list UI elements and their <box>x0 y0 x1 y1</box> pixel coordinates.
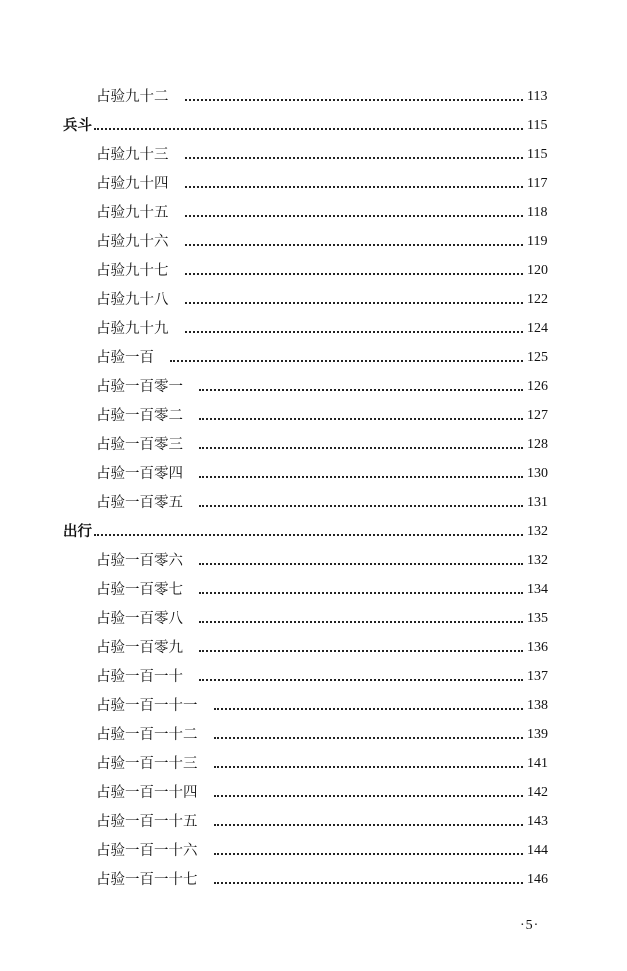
toc-entry-row[interactable] <box>0 549 627 573</box>
toc-entry-title: 占验一百零一 <box>96 379 183 395</box>
toc-entry-row[interactable] <box>0 288 627 312</box>
toc-page-number: 119 <box>527 234 548 249</box>
toc-page-number: 115 <box>527 147 548 162</box>
leader-dots <box>199 650 523 652</box>
toc-entry-row[interactable] <box>0 172 627 196</box>
leader-dots <box>185 99 523 101</box>
toc-entry-row[interactable] <box>0 259 627 283</box>
toc-entry-title: 占验九十六 <box>96 234 169 250</box>
leader-dots <box>214 795 523 797</box>
toc-entry-title: 占验一百一十 <box>96 669 183 685</box>
toc-entry-title: 占验一百 <box>96 350 154 366</box>
toc-page-number: 130 <box>527 466 548 481</box>
toc-page-number: 139 <box>527 727 548 742</box>
toc-page-number: 113 <box>527 89 548 104</box>
leader-dots <box>199 447 523 449</box>
toc-page-number: 142 <box>527 785 548 800</box>
toc-entry-title: 占验九十九 <box>96 321 169 337</box>
leader-dots <box>214 824 523 826</box>
toc-entry-title: 占验一百一十五 <box>96 814 198 830</box>
toc-entry-title: 占验一百零三 <box>96 437 183 453</box>
toc-page-number: 137 <box>527 669 548 684</box>
toc-page-number: 132 <box>527 524 548 539</box>
leader-dots <box>199 389 523 391</box>
leader-dots <box>170 360 523 362</box>
leader-dots <box>94 128 523 130</box>
leader-dots <box>199 563 523 565</box>
leader-dots <box>185 244 523 246</box>
leader-dots <box>199 418 523 420</box>
toc-entry-title: 占验一百零九 <box>96 640 183 656</box>
toc-entry-title: 占验一百零七 <box>96 582 183 598</box>
toc-page-number: 132 <box>527 553 548 568</box>
toc-entry-row[interactable] <box>0 404 627 428</box>
toc-entry-row[interactable] <box>0 317 627 341</box>
toc-section-title: 出行 <box>63 523 92 540</box>
toc-entry-title: 占验九十三 <box>96 147 169 163</box>
toc-page-number: 122 <box>527 292 548 307</box>
leader-dots <box>185 157 523 159</box>
toc-entry-row[interactable] <box>0 752 627 776</box>
toc-entry-row[interactable] <box>0 143 627 167</box>
toc-page-number: 131 <box>527 495 548 510</box>
toc-entry-title: 占验一百一十四 <box>96 785 198 801</box>
toc-entry-row[interactable] <box>0 839 627 863</box>
toc-entry-title: 占验一百一十三 <box>96 756 198 772</box>
toc-entry-row[interactable] <box>0 665 627 689</box>
leader-dots <box>199 505 523 507</box>
toc-entry-row[interactable] <box>0 462 627 486</box>
toc-entry-row[interactable] <box>0 723 627 747</box>
toc-page-number: 117 <box>527 176 548 191</box>
toc-page-number: 138 <box>527 698 548 713</box>
toc-page-number: 143 <box>527 814 548 829</box>
toc-page-number: 120 <box>527 263 548 278</box>
toc-entry-title: 占验九十五 <box>96 205 169 221</box>
leader-dots <box>199 679 523 681</box>
leader-dots <box>199 476 523 478</box>
toc-entry-row[interactable] <box>0 781 627 805</box>
leader-dots <box>185 186 523 188</box>
toc-entry-title: 占验一百零二 <box>96 408 183 424</box>
toc-entry-title: 占验一百一十六 <box>96 843 198 859</box>
toc-section-row[interactable] <box>0 114 627 138</box>
toc-section-title: 兵斗 <box>63 117 92 134</box>
toc-entry-row[interactable] <box>0 607 627 631</box>
toc-page-number: 136 <box>527 640 548 655</box>
leader-dots <box>185 302 523 304</box>
page-number: ·5· <box>520 918 540 933</box>
toc-entry-row[interactable] <box>0 868 627 892</box>
toc-entry-title: 占验一百一十七 <box>96 872 198 888</box>
toc-entry-title: 占验一百零五 <box>96 495 183 511</box>
leader-dots <box>185 331 523 333</box>
toc-entry-row[interactable] <box>0 578 627 602</box>
leader-dots <box>185 273 523 275</box>
leader-dots <box>214 737 523 739</box>
toc-entry-title: 占验九十二 <box>96 89 169 105</box>
leader-dots <box>214 853 523 855</box>
toc-page-number: 144 <box>527 843 548 858</box>
toc-entry-row[interactable] <box>0 636 627 660</box>
toc-entry-row[interactable] <box>0 346 627 370</box>
toc-entry-row[interactable] <box>0 810 627 834</box>
toc-entry-title: 占验一百一十一 <box>96 698 198 714</box>
toc-entry-title: 占验一百零四 <box>96 466 183 482</box>
toc-section-row[interactable] <box>0 520 627 544</box>
toc-entry-row[interactable] <box>0 491 627 515</box>
toc-entry-row[interactable] <box>0 375 627 399</box>
toc-page-number: 125 <box>527 350 548 365</box>
toc-page-number: 126 <box>527 379 548 394</box>
toc-page-number: 127 <box>527 408 548 423</box>
toc-entry-row[interactable] <box>0 230 627 254</box>
toc-entry-title: 占验一百零六 <box>96 553 183 569</box>
leader-dots <box>199 621 523 623</box>
toc-entry-row[interactable] <box>0 694 627 718</box>
toc-entry-title: 占验一百一十二 <box>96 727 198 743</box>
toc-entry-row[interactable] <box>0 433 627 457</box>
toc-entry-title: 占验一百零八 <box>96 611 183 627</box>
leader-dots <box>94 534 523 536</box>
toc-page-number: 135 <box>527 611 548 626</box>
toc-entry-title: 占验九十八 <box>96 292 169 308</box>
toc-entry-title: 占验九十四 <box>96 176 169 192</box>
toc-page-number: 141 <box>527 756 548 771</box>
toc-page-number: 134 <box>527 582 548 597</box>
toc-page-number: 118 <box>527 205 548 220</box>
toc-entry-row[interactable] <box>0 85 627 109</box>
toc-page-number: 128 <box>527 437 548 452</box>
toc-entry-title: 占验九十七 <box>96 263 169 279</box>
toc-page-number: 115 <box>527 118 548 133</box>
leader-dots <box>214 708 523 710</box>
leader-dots <box>185 215 523 217</box>
leader-dots <box>214 766 523 768</box>
leader-dots <box>214 882 523 884</box>
toc-page-number: 124 <box>527 321 548 336</box>
leader-dots <box>199 592 523 594</box>
toc-entry-row[interactable] <box>0 201 627 225</box>
toc-page-number: 146 <box>527 872 548 887</box>
